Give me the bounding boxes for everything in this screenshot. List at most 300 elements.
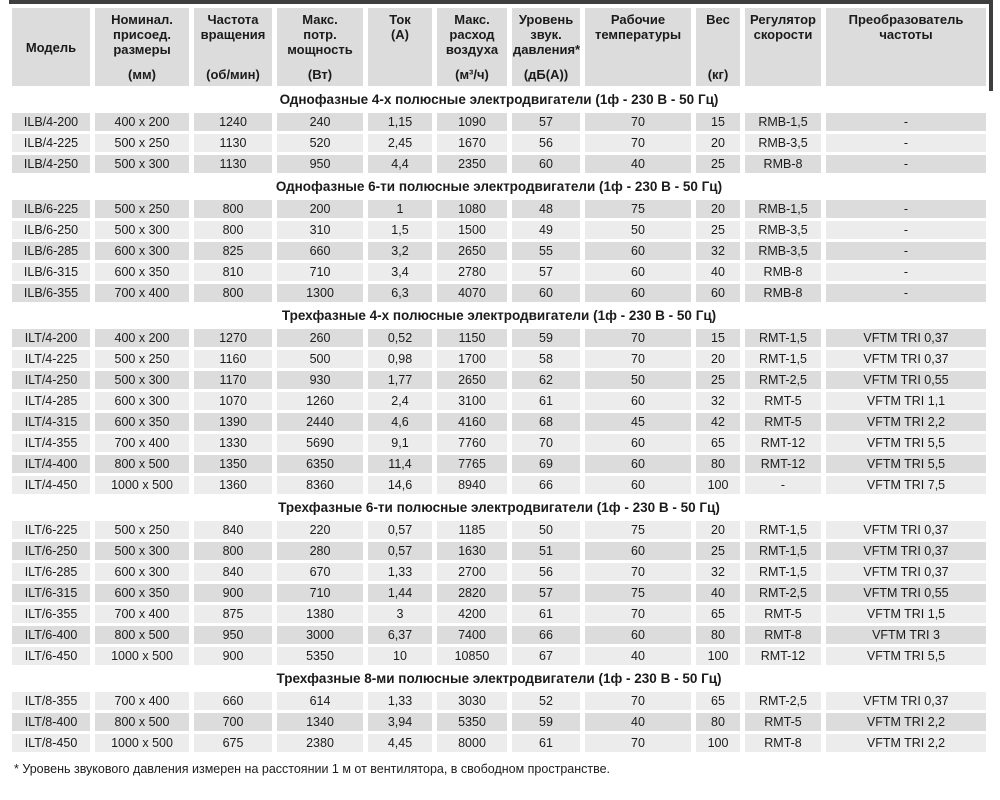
cell-airflow: 8940 [437,476,507,494]
cell-regulator: RMT-1,5 [745,521,821,539]
section-row [12,176,986,197]
cell-weight: 25 [696,155,740,173]
cell-current: 0,98 [368,350,432,368]
cell-regulator: RMT-12 [745,434,821,452]
cell-temp: 75 [585,200,691,218]
cell-size: 600 x 300 [95,242,189,260]
cell-size: 600 x 350 [95,263,189,281]
cell-noise: 68 [512,413,580,431]
cell-noise: 60 [512,284,580,302]
table-row [12,647,986,665]
cell-rpm: 900 [194,647,272,665]
cell-current: 4,4 [368,155,432,173]
section-row [12,305,986,326]
cell-current: 1,33 [368,692,432,710]
cell-weight: 40 [696,584,740,602]
cell-power: 6350 [277,455,363,473]
cell-size: 1000 x 500 [95,476,189,494]
cell-model: ILT/6-355 [12,605,90,623]
cell-temp: 75 [585,521,691,539]
cell-weight: 60 [696,284,740,302]
cell-model: ILT/4-200 [12,329,90,347]
header-row [12,8,986,86]
cell-noise: 66 [512,476,580,494]
cell-temp: 70 [585,605,691,623]
cell-current: 9,1 [368,434,432,452]
cell-power: 240 [277,113,363,131]
cell-weight: 65 [696,434,740,452]
cell-airflow: 2780 [437,263,507,281]
cell-model: ILT/4-250 [12,371,90,389]
cell-current: 1,5 [368,221,432,239]
cell-airflow: 2820 [437,584,507,602]
column-header-noise [512,8,580,86]
top-rule [9,0,993,4]
cell-model: ILT/6-400 [12,626,90,644]
cell-power: 200 [277,200,363,218]
cell-airflow: 3030 [437,692,507,710]
cell-model: ILB/6-315 [12,263,90,281]
column-unit: (кг) [707,67,729,82]
cell-size: 500 x 250 [95,200,189,218]
cell-weight: 20 [696,521,740,539]
cell-noise: 57 [512,584,580,602]
cell-weight: 32 [696,563,740,581]
cell-temp: 75 [585,584,691,602]
section-title: Однофазные 4-х полюсные электродвигатели (1ф - 230 В - 50 Гц) [12,89,986,110]
cell-size: 1000 x 500 [95,647,189,665]
cell-power: 614 [277,692,363,710]
cell-vfd: - [826,200,986,218]
cell-power: 930 [277,371,363,389]
table-row [12,413,986,431]
cell-rpm: 1350 [194,455,272,473]
cell-rpm: 875 [194,605,272,623]
cell-current: 3 [368,605,432,623]
cell-noise: 59 [512,713,580,731]
cell-rpm: 1170 [194,371,272,389]
table-row [12,434,986,452]
cell-rpm: 950 [194,626,272,644]
table-row [12,329,986,347]
cell-size: 700 x 400 [95,692,189,710]
cell-regulator: RMT-5 [745,713,821,731]
cell-noise: 57 [512,113,580,131]
cell-vfd: VFTM TRI 0,37 [826,563,986,581]
cell-airflow: 8000 [437,734,507,752]
cell-rpm: 800 [194,284,272,302]
cell-temp: 70 [585,563,691,581]
cell-airflow: 2650 [437,242,507,260]
cell-weight: 25 [696,221,740,239]
cell-model: ILB/4-200 [12,113,90,131]
table-row [12,221,986,239]
cell-rpm: 1240 [194,113,272,131]
column-header-weight [696,8,740,86]
table-row [12,392,986,410]
cell-noise: 61 [512,392,580,410]
cell-noise: 61 [512,605,580,623]
cell-noise: 56 [512,563,580,581]
cell-model: ILT/4-400 [12,455,90,473]
cell-noise: 59 [512,329,580,347]
cell-model: ILT/4-285 [12,392,90,410]
cell-power: 310 [277,221,363,239]
cell-regulator: RMT-1,5 [745,542,821,560]
cell-current: 6,37 [368,626,432,644]
cell-noise: 66 [512,626,580,644]
cell-vfd: VFTM TRI 2,2 [826,413,986,431]
cell-temp: 70 [585,113,691,131]
table-row [12,284,986,302]
cell-vfd: VFTM TRI 7,5 [826,476,986,494]
cell-rpm: 1270 [194,329,272,347]
cell-noise: 69 [512,455,580,473]
cell-regulator: RMT-2,5 [745,692,821,710]
cell-airflow: 2350 [437,155,507,173]
cell-weight: 20 [696,200,740,218]
cell-model: ILT/6-250 [12,542,90,560]
cell-weight: 40 [696,263,740,281]
table-row [12,134,986,152]
column-header-vfd [826,8,986,86]
cell-vfd: VFTM TRI 1,1 [826,392,986,410]
cell-noise: 70 [512,434,580,452]
cell-size: 700 x 400 [95,434,189,452]
cell-current: 1,77 [368,371,432,389]
cell-regulator: RMB-3,5 [745,134,821,152]
cell-vfd: VFTM TRI 0,37 [826,542,986,560]
cell-airflow: 4200 [437,605,507,623]
cell-noise: 51 [512,542,580,560]
column-label: Вес [706,12,730,27]
cell-regulator: RMT-8 [745,626,821,644]
cell-model: ILB/6-250 [12,221,90,239]
cell-power: 280 [277,542,363,560]
cell-model: ILB/6-355 [12,284,90,302]
cell-power: 5350 [277,647,363,665]
cell-power: 520 [277,134,363,152]
cell-weight: 65 [696,692,740,710]
cell-airflow: 1500 [437,221,507,239]
cell-model: ILT/6-450 [12,647,90,665]
cell-model: ILB/6-285 [12,242,90,260]
cell-airflow: 3100 [437,392,507,410]
cell-power: 710 [277,584,363,602]
cell-current: 10 [368,647,432,665]
cell-regulator: RMB-3,5 [745,221,821,239]
cell-temp: 60 [585,242,691,260]
cell-current: 2,45 [368,134,432,152]
cell-vfd: VFTM TRI 3 [826,626,986,644]
cell-size: 500 x 250 [95,350,189,368]
table-row [12,542,986,560]
cell-power: 2380 [277,734,363,752]
cell-model: ILT/4-225 [12,350,90,368]
cell-size: 500 x 300 [95,221,189,239]
cell-airflow: 4160 [437,413,507,431]
table-row [12,113,986,131]
cell-current: 6,3 [368,284,432,302]
cell-temp: 60 [585,626,691,644]
column-header-size [95,8,189,86]
column-header-power [277,8,363,86]
cell-regulator: RMT-5 [745,392,821,410]
cell-current: 2,4 [368,392,432,410]
cell-temp: 70 [585,350,691,368]
cell-vfd: - [826,263,986,281]
cell-size: 800 x 500 [95,713,189,731]
cell-rpm: 825 [194,242,272,260]
cell-regulator: RMB-1,5 [745,200,821,218]
cell-temp: 60 [585,455,691,473]
cell-power: 660 [277,242,363,260]
column-header-model [12,8,90,86]
cell-noise: 55 [512,242,580,260]
cell-temp: 60 [585,476,691,494]
table-body [12,89,986,752]
cell-vfd: VFTM TRI 2,2 [826,734,986,752]
column-label: Модель [25,39,77,55]
cell-weight: 15 [696,329,740,347]
cell-size: 500 x 250 [95,521,189,539]
section-title: Трехфазные 8-ми полюсные электродвигатели (1ф - 230 В - 50 Гц) [12,668,986,689]
section-row [12,668,986,689]
column-unit: (м³/ч) [455,67,489,82]
cell-power: 5690 [277,434,363,452]
cell-model: ILT/6-225 [12,521,90,539]
cell-current: 11,4 [368,455,432,473]
cell-noise: 48 [512,200,580,218]
cell-airflow: 5350 [437,713,507,731]
table-row [12,626,986,644]
cell-temp: 70 [585,329,691,347]
cell-rpm: 1160 [194,350,272,368]
cell-power: 1260 [277,392,363,410]
column-label: Регулятор скорости [750,12,816,42]
cell-size: 600 x 350 [95,584,189,602]
cell-current: 0,57 [368,542,432,560]
cell-noise: 49 [512,221,580,239]
cell-size: 600 x 350 [95,413,189,431]
cell-rpm: 840 [194,521,272,539]
cell-temp: 40 [585,155,691,173]
cell-airflow: 1090 [437,113,507,131]
cell-model: ILT/4-315 [12,413,90,431]
cell-regulator: RMT-1,5 [745,329,821,347]
cell-rpm: 840 [194,563,272,581]
cell-current: 1 [368,200,432,218]
cell-airflow: 1150 [437,329,507,347]
cell-temp: 45 [585,413,691,431]
spec-table [7,5,991,755]
cell-temp: 60 [585,392,691,410]
cell-power: 1300 [277,284,363,302]
cell-size: 400 x 200 [95,113,189,131]
cell-size: 400 x 200 [95,329,189,347]
cell-current: 0,57 [368,521,432,539]
column-header-current [368,8,432,86]
cell-model: ILT/4-355 [12,434,90,452]
cell-weight: 15 [696,113,740,131]
cell-model: ILB/4-250 [12,155,90,173]
cell-noise: 50 [512,521,580,539]
cell-rpm: 900 [194,584,272,602]
cell-airflow: 7765 [437,455,507,473]
cell-size: 600 x 300 [95,392,189,410]
cell-airflow: 1080 [437,200,507,218]
cell-temp: 70 [585,734,691,752]
table-header [12,8,986,86]
cell-rpm: 700 [194,713,272,731]
cell-vfd: - [826,284,986,302]
cell-model: ILT/6-285 [12,563,90,581]
table-row [12,563,986,581]
cell-noise: 61 [512,734,580,752]
column-unit: (дБ(А)) [523,67,569,82]
cell-temp: 50 [585,221,691,239]
cell-power: 670 [277,563,363,581]
cell-regulator: RMB-8 [745,263,821,281]
cell-rpm: 1330 [194,434,272,452]
cell-size: 500 x 300 [95,371,189,389]
table-row [12,605,986,623]
cell-noise: 57 [512,263,580,281]
section-row [12,89,986,110]
column-label: Частота вращения [200,12,266,42]
cell-temp: 40 [585,647,691,665]
column-header-temp [585,8,691,86]
cell-weight: 100 [696,476,740,494]
cell-size: 700 x 400 [95,605,189,623]
section-title: Однофазные 6-ти полюсные электродвигатели (1ф - 230 В - 50 Гц) [12,176,986,197]
cell-regulator: RMB-1,5 [745,113,821,131]
cell-regulator: RMT-12 [745,647,821,665]
cell-regulator: RMT-2,5 [745,584,821,602]
cell-regulator: RMB-8 [745,284,821,302]
cell-rpm: 810 [194,263,272,281]
column-label: Рабочие температуры [594,12,682,42]
cell-model: ILT/6-315 [12,584,90,602]
cell-weight: 100 [696,647,740,665]
cell-vfd: - [826,134,986,152]
cell-airflow: 2700 [437,563,507,581]
cell-noise: 58 [512,350,580,368]
cell-power: 3000 [277,626,363,644]
cell-vfd: VFTM TRI 0,55 [826,584,986,602]
cell-temp: 60 [585,434,691,452]
cell-airflow: 7400 [437,626,507,644]
cell-current: 3,94 [368,713,432,731]
cell-regulator: - [745,476,821,494]
cell-current: 1,15 [368,113,432,131]
cell-regulator: RMB-3,5 [745,242,821,260]
table-row [12,371,986,389]
cell-airflow: 1700 [437,350,507,368]
cell-model: ILT/8-450 [12,734,90,752]
cell-power: 950 [277,155,363,173]
column-unit: (об/мин) [206,67,260,82]
cell-size: 800 x 500 [95,455,189,473]
cell-current: 3,2 [368,242,432,260]
cell-rpm: 660 [194,692,272,710]
cell-weight: 25 [696,542,740,560]
cell-noise: 62 [512,371,580,389]
cell-temp: 70 [585,692,691,710]
cell-vfd: - [826,221,986,239]
cell-noise: 67 [512,647,580,665]
cell-noise: 56 [512,134,580,152]
cell-current: 1,44 [368,584,432,602]
cell-weight: 100 [696,734,740,752]
column-label: Уровень звук. давления* [513,12,580,57]
cell-power: 710 [277,263,363,281]
cell-airflow: 1630 [437,542,507,560]
cell-rpm: 1390 [194,413,272,431]
cell-size: 800 x 500 [95,626,189,644]
cell-regulator: RMT-5 [745,413,821,431]
cell-power: 8360 [277,476,363,494]
cell-power: 1340 [277,713,363,731]
cell-vfd: VFTM TRI 0,37 [826,329,986,347]
cell-airflow: 2650 [437,371,507,389]
cell-rpm: 1360 [194,476,272,494]
cell-current: 3,4 [368,263,432,281]
table-row [12,263,986,281]
cell-regulator: RMT-12 [745,455,821,473]
cell-weight: 80 [696,455,740,473]
cell-size: 500 x 300 [95,155,189,173]
cell-rpm: 1070 [194,392,272,410]
cell-rpm: 800 [194,200,272,218]
cell-rpm: 1130 [194,134,272,152]
cell-rpm: 800 [194,542,272,560]
cell-regulator: RMT-1,5 [745,350,821,368]
cell-vfd: VFTM TRI 1,5 [826,605,986,623]
cell-size: 500 x 300 [95,542,189,560]
cell-airflow: 1670 [437,134,507,152]
cell-size: 1000 x 500 [95,734,189,752]
cell-vfd: - [826,242,986,260]
table-row [12,692,986,710]
table-row [12,713,986,731]
cell-model: ILT/4-450 [12,476,90,494]
column-header-regulator [745,8,821,86]
section-title: Трехфазные 6-ти полюсные электродвигатели (1ф - 230 В - 50 Гц) [12,497,986,518]
cell-vfd: VFTM TRI 2,2 [826,713,986,731]
table-row [12,455,986,473]
cell-vfd: VFTM TRI 5,5 [826,434,986,452]
cell-airflow: 10850 [437,647,507,665]
cell-size: 500 x 250 [95,134,189,152]
cell-vfd: VFTM TRI 0,55 [826,371,986,389]
cell-regulator: RMT-1,5 [745,563,821,581]
cell-weight: 20 [696,134,740,152]
column-label: Ток (А) [389,12,411,42]
cell-model: ILT/8-355 [12,692,90,710]
cell-regulator: RMB-8 [745,155,821,173]
column-header-rpm [194,8,272,86]
table-row [12,350,986,368]
table-row [12,242,986,260]
cell-rpm: 800 [194,221,272,239]
cell-vfd: VFTM TRI 0,37 [826,350,986,368]
cell-vfd: - [826,155,986,173]
cell-regulator: RMT-2,5 [745,371,821,389]
section-title: Трехфазные 4-х полюсные электродвигатели (1ф - 230 В - 50 Гц) [12,305,986,326]
table-row [12,200,986,218]
table-row [12,584,986,602]
